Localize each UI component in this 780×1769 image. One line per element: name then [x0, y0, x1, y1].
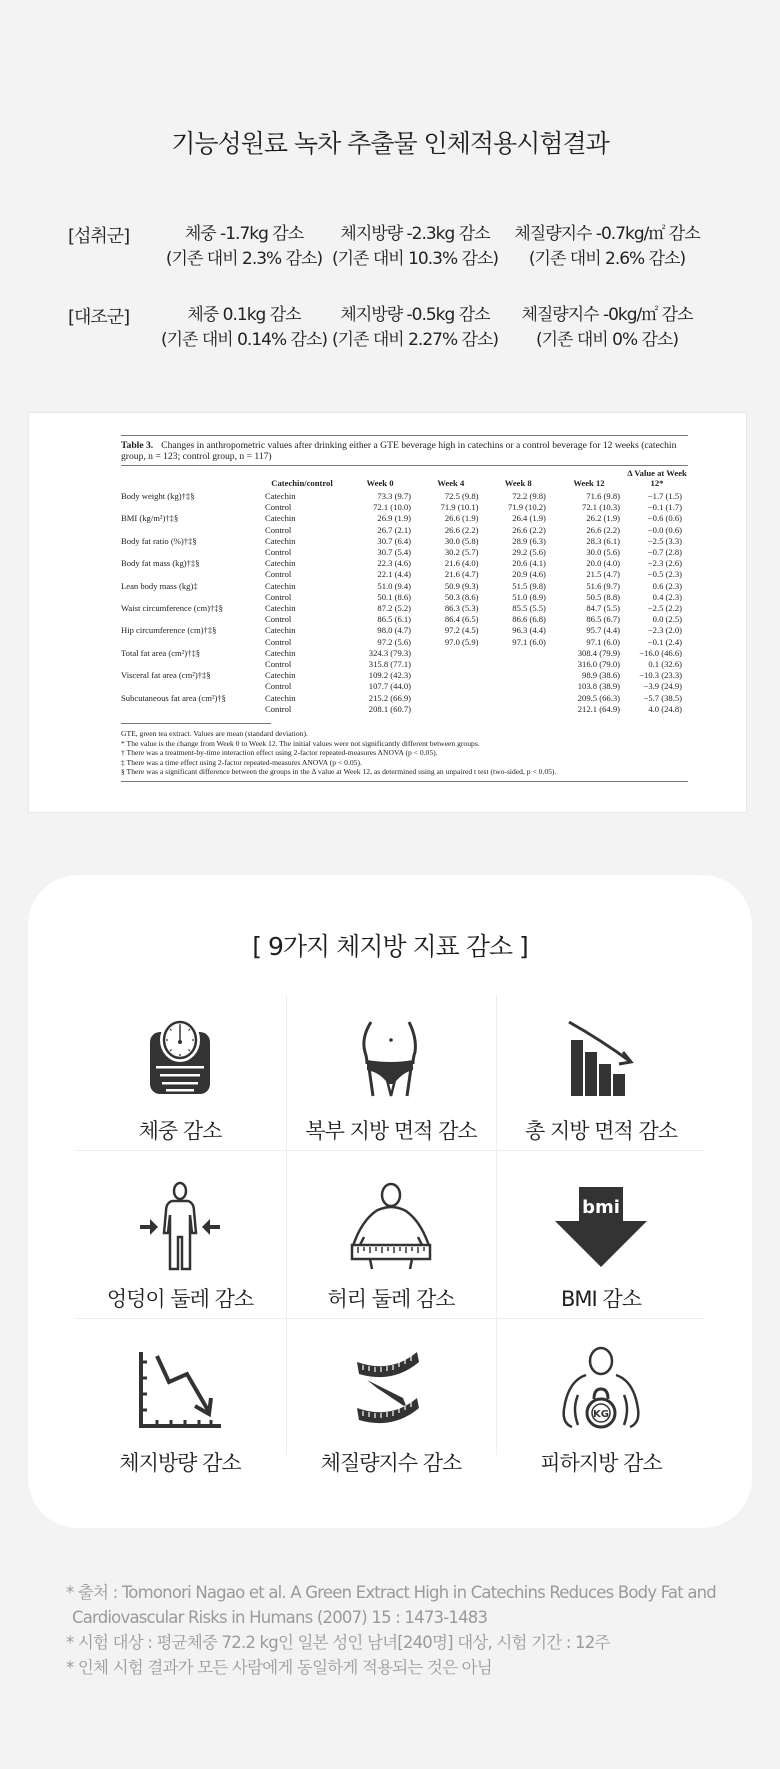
cell-delta: −2.5 (2.2) — [647, 603, 682, 614]
stat-change: (기존 대비 10.3% 감소) — [331, 249, 498, 269]
cell-week0: 97.2 (5.6) — [377, 636, 412, 647]
source-citation: * 출처 : Tomonori Nagao et al. A Green Extract High in Catechins Reduces Body Fat and — [66, 1583, 716, 1602]
cell-week4: 26.6 (2.2) — [444, 524, 479, 535]
table-row — [121, 491, 688, 502]
table-row — [121, 592, 688, 603]
line-chart-down-icon — [130, 1345, 230, 1435]
stat-bmi — [512, 303, 702, 353]
cell-measure — [121, 569, 261, 580]
table-row — [121, 637, 688, 648]
cell-week12: 71.6 (9.8) — [586, 491, 620, 501]
cell-group: Control — [265, 591, 292, 602]
cell-week4: 72.5 (9.8) — [444, 491, 479, 501]
cell-week4: 30.2 (5.7) — [444, 547, 479, 558]
table-row — [121, 502, 688, 513]
cell-week12: 103.8 (38.9) — [577, 681, 620, 692]
cell-week0: 30.7 (6.4) — [377, 535, 412, 546]
cell-group: Control — [265, 703, 292, 714]
disclaimer-note: * 인체 시험 결과가 모든 사람에게 동일하게 적용되는 것은 아님 — [66, 1658, 492, 1677]
cell-week8: 85.5 (5.5) — [512, 603, 546, 614]
cell-week0: 87.2 (5.2) — [377, 603, 412, 614]
stat-weight — [154, 303, 334, 353]
cell-week4: 50.9 (9.3) — [444, 580, 479, 591]
stat-value: 체지방량 -0.5kg 감소 — [340, 305, 490, 325]
stat-change: (기존 대비 2.6% 감소) — [528, 249, 686, 269]
cell-week0: 72.1 (10.0) — [373, 502, 412, 513]
cell-delta: 0.4 (2.3) — [652, 591, 682, 602]
cell-week4: 86.4 (6.5) — [444, 614, 479, 625]
cell-delta: −0.0 (0.6) — [647, 524, 682, 535]
stat-weight — [154, 222, 334, 272]
body-kettlebell-icon — [551, 1345, 651, 1435]
stat-change: (기존 대비 0% 감소) — [536, 330, 678, 350]
cell-delta: −5.7 (38.5) — [643, 692, 682, 703]
cell-week8: 71.9 (10.2) — [507, 502, 546, 513]
cell-delta: −2.5 (3.3) — [647, 535, 682, 546]
table-row — [121, 547, 688, 558]
cell-week8 — [484, 693, 551, 704]
cell-group: Control — [265, 502, 292, 513]
cell-week4: 50.3 (8.6) — [444, 591, 479, 602]
cell-measure — [121, 614, 261, 625]
cell-week0: 50.1 (8.6) — [377, 591, 412, 602]
study-subjects-note: * 시험 대상 : 평균체중 72.2 kg인 일본 성인 남녀[240명] 대상, 시험 기간 : 12주 — [66, 1633, 610, 1652]
stat-value: 체질량지수 -0kg/㎡ 감소 — [521, 305, 693, 325]
anthropometric-table — [121, 466, 688, 715]
cell-week8 — [484, 670, 551, 681]
cell-week12: 95.7 (4.4) — [586, 625, 620, 636]
abdomen-icon — [341, 1013, 441, 1103]
table-note: GTE, green tea extract. Values are mean (standard deviation). — [121, 729, 308, 739]
cell-week4 — [417, 704, 484, 715]
cell-week4: 86.3 (5.3) — [444, 603, 479, 614]
table-row — [121, 513, 688, 524]
cell-week4: 21.6 (4.7) — [444, 569, 479, 580]
col-header-measure — [121, 466, 261, 491]
indicator-label: 허리 둘레 감소 — [327, 1287, 455, 1311]
stat-value: 체중 -1.7kg 감소 — [184, 224, 304, 244]
bar-chart-down-icon — [551, 1013, 651, 1103]
cell-week0: 22.1 (4.4) — [377, 569, 412, 580]
table-row — [121, 536, 688, 547]
card-title: [ 9가지 체지방 지표 감소 ] — [252, 932, 528, 961]
source-citation-cont: Cardiovascular Risks in Humans (2007) 15 : 1473-1483 — [72, 1608, 488, 1627]
cell-delta: −0.5 (2.3) — [647, 569, 682, 580]
cell-measure: Body fat mass (kg)†‡§ — [121, 558, 200, 569]
indicator-waist-circumference — [286, 1163, 496, 1331]
cell-group: Catechin — [265, 513, 296, 524]
table-label: Table 3. — [121, 440, 154, 451]
cell-measure — [121, 525, 261, 536]
cell-measure — [121, 547, 261, 558]
table-row — [121, 603, 688, 614]
cell-week0: 109.2 (42.3) — [368, 670, 412, 681]
cell-week0: 86.5 (6.1) — [377, 614, 412, 625]
indicator-label: 복부 지방 면적 감소 — [305, 1119, 477, 1143]
waist-ruler-icon — [341, 1181, 441, 1271]
cell-week0: 73.3 (9.7) — [377, 491, 412, 501]
cell-week12: 209.5 (66.3) — [577, 692, 620, 703]
col-header-group: Catechin/control — [271, 478, 333, 488]
table-row — [121, 704, 688, 715]
cell-week8: 28.9 (6.3) — [512, 535, 546, 546]
intake-group-row — [0, 222, 780, 282]
page-title: 기능성원료 녹차 추출물 인체적용시험결과 — [171, 129, 609, 158]
cell-measure: Subcutaneous fat area (cm²)†§ — [121, 692, 226, 703]
kg-icon-text: KG — [593, 1409, 609, 1420]
cell-group: Control — [265, 636, 292, 647]
cell-measure: Body weight (kg)†‡§ — [121, 491, 195, 501]
cell-group: Control — [265, 524, 292, 535]
indicator-abdominal-fat-area — [286, 995, 496, 1163]
group-label: [대조군] — [68, 307, 130, 328]
cell-week8 — [484, 648, 551, 659]
table-row — [121, 681, 688, 692]
indicator-weight — [75, 995, 285, 1163]
cell-group: Control — [265, 569, 292, 580]
cell-delta: −0.1 (1.7) — [647, 502, 682, 513]
cell-week12: 98.9 (38.6) — [582, 670, 620, 681]
divider — [121, 781, 688, 782]
cell-group: Catechin — [265, 647, 296, 658]
cell-week4 — [417, 648, 484, 659]
cell-week8: 72.2 (9.8) — [512, 491, 546, 501]
indicators-grid — [75, 995, 705, 1495]
cell-week8 — [484, 704, 551, 715]
cell-measure — [121, 592, 261, 603]
cell-week8: 29.2 (5.6) — [512, 547, 546, 558]
table-row — [121, 625, 688, 636]
indicator-hip-circumference — [75, 1163, 285, 1331]
cell-measure — [121, 704, 261, 715]
bmi-down-arrow-icon — [551, 1181, 651, 1271]
cell-delta: −3.9 (24.9) — [643, 681, 682, 692]
stat-value: 체지방량 -2.3kg 감소 — [340, 224, 490, 244]
cell-group: Catechin — [265, 558, 296, 569]
cell-week12: 51.6 (9.7) — [586, 580, 620, 591]
cell-week0: 315.8 (77.1) — [368, 659, 412, 670]
cell-week12: 26.2 (1.9) — [586, 513, 620, 524]
cell-measure — [121, 681, 261, 692]
cell-measure: Hip circumference (cm)†‡§ — [121, 625, 217, 636]
table-caption — [121, 436, 688, 465]
col-header-delta: Δ Value at Week 12* — [627, 468, 687, 488]
cell-week12: 86.5 (6.7) — [586, 614, 620, 625]
table-note: † There was a treatment-by-time interaction effect using 2-factor repeated-measures ANOVA (p < 0.05). — [121, 748, 438, 758]
table-row — [121, 525, 688, 536]
cell-week4: 26.6 (1.9) — [444, 513, 479, 524]
table-row — [121, 614, 688, 625]
cell-week0: 208.1 (60.7) — [368, 703, 412, 714]
cell-group: Catechin — [265, 535, 296, 546]
cell-week0: 30.7 (5.4) — [377, 547, 412, 558]
cell-group: Catechin — [265, 580, 296, 591]
indicator-subcutaneous-fat — [496, 1327, 706, 1495]
indicator-label: 체질량지수 감소 — [320, 1451, 462, 1475]
table-note: * The value is the change from Week 0 to Week 12. The initial values were not significantly different between groups. — [121, 738, 480, 748]
table-row — [121, 648, 688, 659]
indicators-card — [28, 875, 752, 1528]
measuring-tape-icon — [341, 1345, 441, 1435]
cell-measure: Lean body mass (kg)‡ — [121, 580, 198, 591]
footnotes — [66, 1580, 726, 1680]
cell-measure: BMI (kg/m²)†‡§ — [121, 513, 179, 524]
cell-week12: 212.1 (64.9) — [577, 703, 620, 714]
table-row — [121, 569, 688, 580]
cell-week8: 96.3 (4.4) — [512, 625, 546, 636]
cell-measure: Total fat area (cm²)†‡§ — [121, 647, 201, 658]
cell-measure: Waist circumference (cm)†‡§ — [121, 603, 223, 614]
table-row — [121, 693, 688, 704]
control-group-row — [0, 303, 780, 363]
cell-week8: 20.6 (4.1) — [512, 558, 546, 569]
cell-week0: 215.2 (66.9) — [368, 692, 412, 703]
cell-week12: 50.5 (8.8) — [586, 591, 620, 602]
stat-bmi — [512, 222, 702, 272]
cell-group: Catechin — [265, 625, 296, 636]
body-arrows-icon — [130, 1181, 230, 1271]
cell-week12: 84.7 (5.5) — [586, 603, 620, 614]
cell-week8 — [484, 681, 551, 692]
cell-measure — [121, 637, 261, 648]
cell-measure — [121, 502, 261, 513]
cell-delta: −2.3 (2.0) — [647, 625, 682, 636]
cell-week12: 26.6 (2.2) — [586, 524, 620, 535]
cell-week12: 72.1 (10.3) — [582, 502, 620, 513]
cell-week8: 97.1 (6.0) — [512, 636, 546, 647]
cell-week12: 316.0 (79.0) — [577, 659, 620, 670]
cell-group: Control — [265, 659, 292, 670]
cell-measure: Visceral fat area (cm²)†‡§ — [121, 670, 211, 681]
cell-week4 — [417, 670, 484, 681]
cell-week4: 71.9 (10.1) — [440, 502, 479, 513]
stat-body-fat-mass — [325, 303, 505, 353]
stat-change: (기존 대비 0.14% 감소) — [160, 330, 327, 350]
indicator-label: 엉덩이 둘레 감소 — [106, 1287, 254, 1311]
cell-week8: 20.9 (4.6) — [512, 569, 546, 580]
col-header-week12: Week 12 — [573, 478, 605, 488]
cell-measure: Body fat ratio (%)†‡§ — [121, 535, 197, 546]
stat-body-fat-mass — [325, 222, 505, 272]
cell-week0: 26.9 (1.9) — [377, 513, 412, 524]
indicator-label: 피하지방 감소 — [540, 1451, 662, 1475]
research-table-figure — [28, 412, 747, 813]
indicator-bmi-index — [286, 1327, 496, 1495]
cell-week0: 98.0 (4.7) — [377, 625, 412, 636]
stat-change: (기존 대비 2.27% 감소) — [331, 330, 498, 350]
indicator-bmi — [496, 1163, 706, 1331]
cell-week12: 97.1 (6.0) — [586, 636, 620, 647]
table-note: § There was a significant difference between the groups in the Δ value at Week 12, as determined using an unpaired t test (two-sided, p < 0.05). — [121, 767, 557, 777]
cell-week4: 21.6 (4.0) — [444, 558, 479, 569]
indicator-label: BMI 감소 — [561, 1287, 641, 1311]
stat-value: 체질량지수 -0.7kg/㎡ 감소 — [514, 224, 700, 244]
cell-week0: 26.7 (2.1) — [377, 524, 412, 535]
cell-week4 — [417, 659, 484, 670]
cell-delta: −0.7 (2.8) — [647, 547, 682, 558]
table-notes — [121, 724, 688, 777]
cell-delta: −0.6 (0.6) — [647, 513, 682, 524]
table-header-row — [121, 466, 688, 491]
indicator-total-fat-area — [496, 995, 706, 1163]
cell-delta: −2.3 (2.6) — [647, 558, 682, 569]
cell-group: Control — [265, 681, 292, 692]
indicator-label: 체중 감소 — [138, 1119, 222, 1143]
cell-week4: 97.0 (5.9) — [444, 636, 479, 647]
col-header-week4: Week 4 — [437, 478, 465, 488]
group-label: [섭취군] — [68, 226, 130, 247]
cell-week12: 30.0 (5.6) — [586, 547, 620, 558]
cell-week8: 26.6 (2.2) — [512, 524, 546, 535]
indicator-body-fat-mass — [75, 1327, 285, 1495]
table-row — [121, 670, 688, 681]
cell-week12: 21.5 (4.7) — [586, 569, 620, 580]
cell-measure — [121, 659, 261, 670]
cell-week4: 97.2 (4.5) — [444, 625, 479, 636]
cell-week8: 86.6 (6.8) — [512, 614, 546, 625]
scale-icon — [130, 1013, 230, 1103]
cell-week8: 51.0 (8.9) — [512, 591, 546, 602]
cell-group: Catechin — [265, 603, 296, 614]
table-row — [121, 659, 688, 670]
cell-delta: −1.7 (1.5) — [647, 491, 682, 501]
cell-week0: 107.7 (44.0) — [368, 681, 412, 692]
cell-week0: 22.3 (4.6) — [377, 558, 412, 569]
indicator-label: 총 지방 면적 감소 — [524, 1119, 678, 1143]
cell-week8: 51.5 (9.8) — [512, 580, 546, 591]
cell-delta: 0.1 (32.6) — [648, 659, 682, 670]
cell-delta: −16.0 (46.6) — [639, 647, 682, 658]
table-row — [121, 558, 688, 569]
col-header-week8: Week 8 — [504, 478, 532, 488]
cell-week4 — [417, 693, 484, 704]
cell-group: Catechin — [265, 692, 296, 703]
cell-delta: 0.0 (2.5) — [652, 614, 682, 625]
cell-delta: 4.0 (24.8) — [648, 703, 682, 714]
cell-delta: 0.6 (2.3) — [652, 580, 682, 591]
indicator-label: 체지방량 감소 — [119, 1451, 241, 1475]
cell-week12: 28.3 (6.1) — [586, 535, 620, 546]
cell-week12: 20.0 (4.0) — [586, 558, 620, 569]
stat-change: (기존 대비 2.3% 감소) — [165, 249, 323, 269]
cell-week0: 324.3 (79.3) — [368, 647, 412, 658]
cell-group: Control — [265, 614, 292, 625]
cell-week0: 51.0 (9.4) — [377, 580, 412, 591]
bmi-icon-text: bmi — [582, 1197, 620, 1218]
table-note: ‡ There was a time effect using 2-factor repeated-measures ANOVA (p < 0.05). — [121, 757, 362, 767]
cell-week8: 26.4 (1.9) — [512, 513, 546, 524]
cell-group: Catechin — [265, 491, 296, 501]
cell-week8 — [484, 659, 551, 670]
cell-week12: 308.4 (79.9) — [577, 647, 620, 658]
cell-group: Catechin — [265, 670, 296, 681]
col-header-week0: Week 0 — [366, 478, 394, 488]
cell-delta: −0.1 (2.4) — [647, 636, 682, 647]
paper-table — [121, 435, 688, 782]
cell-week4 — [417, 681, 484, 692]
cell-group: Control — [265, 547, 292, 558]
cell-week4: 30.0 (5.8) — [444, 535, 479, 546]
stat-value: 체중 0.1kg 감소 — [187, 305, 301, 325]
table-row — [121, 581, 688, 592]
cell-delta: −10.3 (23.3) — [639, 670, 682, 681]
table-caption-text: Changes in anthropometric values after drinking either a GTE beverage high in catechins or a control beverage for 12 weeks (catechin group, n = 123; control group, n = 117) — [121, 440, 677, 462]
